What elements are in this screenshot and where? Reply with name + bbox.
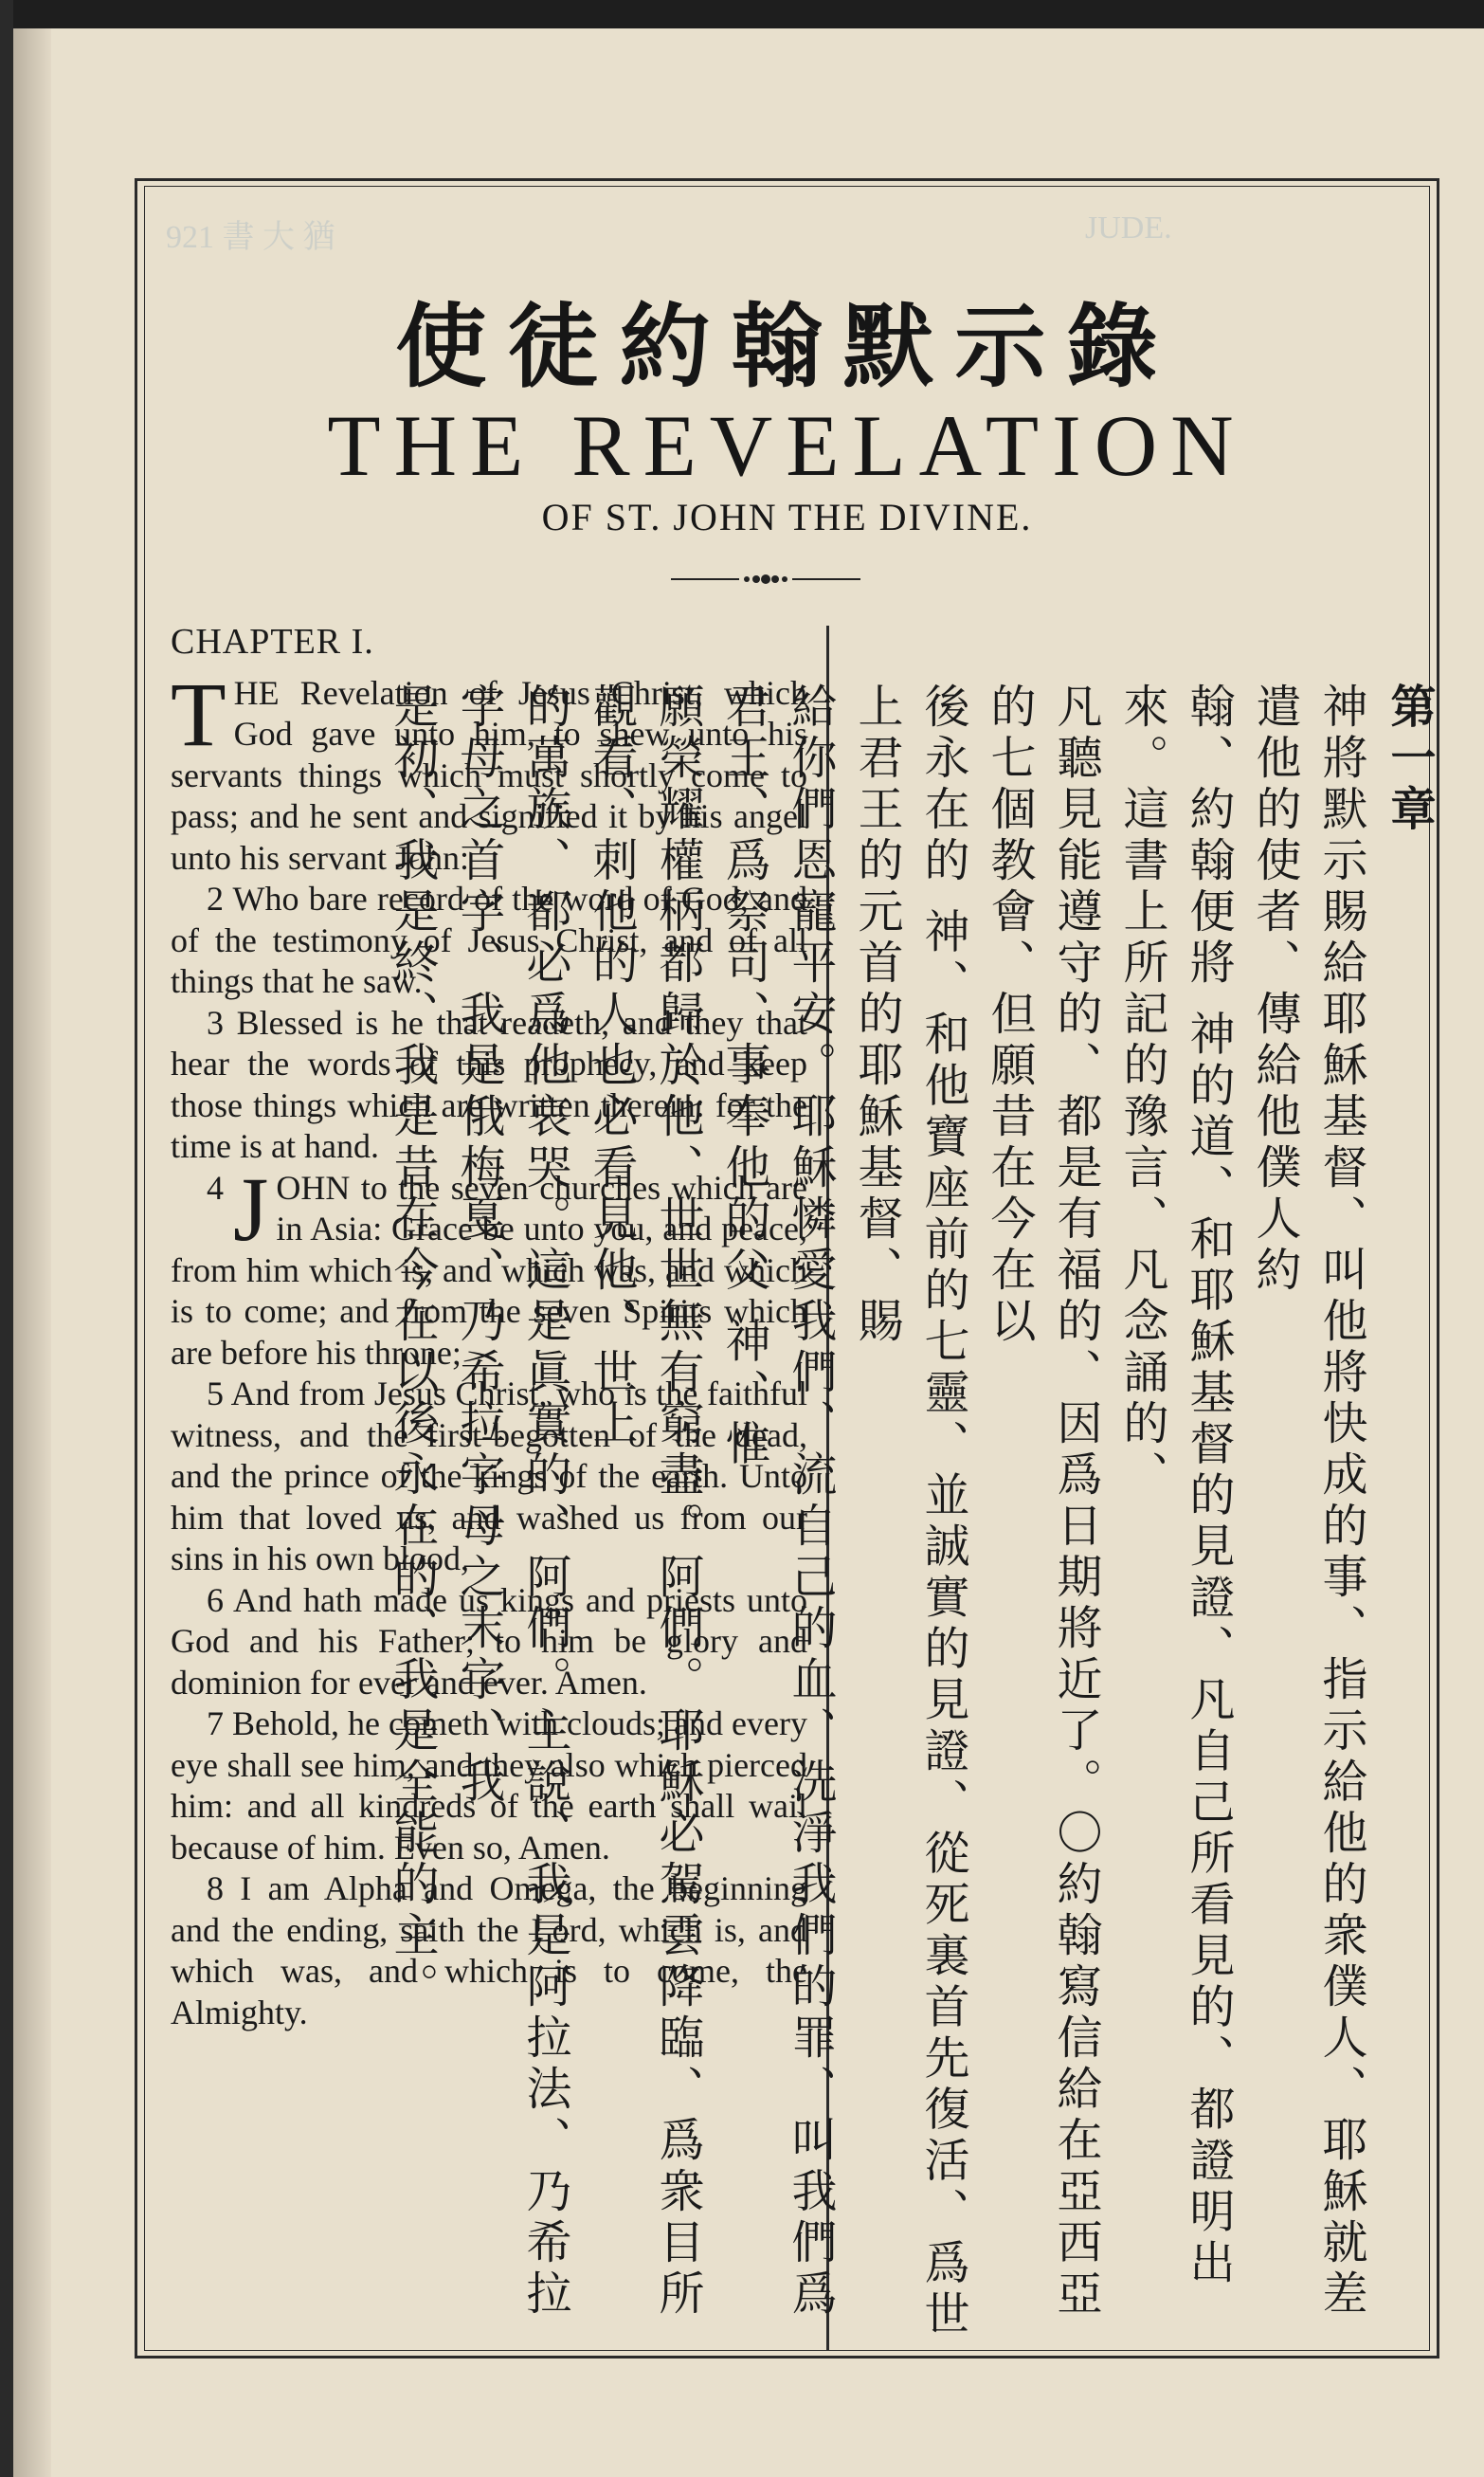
verse-6: 6 And hath made us kings and priests unto God and his Father; to him be glory and dominion for ever and ever. Amen. bbox=[171, 1580, 807, 1702]
bleed-through-header-left: 921 書 大 猶 bbox=[166, 220, 335, 255]
verse-5: 5 And from Jesus Christ, who is the faithful witness, and the first-begotten of the dead, and the prince of the kings of the earth. Unto him that loved us, and washed us from our sins in his own blood, bbox=[171, 1375, 807, 1577]
verse-2: 2 Who bare record of the word of God, and of the testimony of Jesus Christ, and of all things that he saw. bbox=[171, 880, 807, 1000]
page-gutter-shadow bbox=[13, 28, 51, 2477]
verse-4-number: 4 bbox=[207, 1168, 224, 1207]
subtitle: OF ST. JOHN THE DIVINE. bbox=[541, 496, 1033, 538]
ornament-divider bbox=[671, 565, 860, 593]
chinese-line: 給你們恩寵平安。耶穌憐愛我們、流自己的血、洗淨我們的罪、叫我們爲君王、爲祭司、事奉他的父 神、惟 bbox=[717, 683, 837, 2321]
chinese-line: 凡聽見能遵守的、都是有福的、因爲日期將近了。〇約翰寫信給在亞西亞的七個教會、但願昔在今在以 bbox=[983, 683, 1102, 2321]
title-english: THE REVELATION bbox=[327, 397, 1247, 494]
verse-7: 7 Behold, he cometh with clouds; and every eye shall see him, and they also which pierced him: and all kindreds of the earth shall wail because of him. Even so, Amen. bbox=[171, 1704, 807, 1867]
drop-cap: T bbox=[171, 663, 226, 765]
verse-4-text: OHN to the seven churches which are in Asia: Grace be unto you, and peace, from him which is, and which was, and which is to come; and from the seven Spirits which are before his throne; bbox=[171, 1168, 807, 1372]
title-chinese: 使徒約翰默示錄 bbox=[395, 294, 1179, 400]
chinese-line: 願榮耀權柄都歸於他、世世無有窮盡。阿們。耶穌必駕雲降臨、爲衆目所觀看、刺他的人也必看見他、世上 bbox=[585, 683, 704, 2321]
drop-cap: J bbox=[233, 1157, 269, 1260]
verse-1-text: HE Revelation of Jesus Christ, which God gave unto him, to shew unto his servants things which must shortly come to pass; and he sent and signified it by his angel unto his servant John: bbox=[171, 673, 807, 877]
book-binding-edge bbox=[0, 0, 13, 2477]
chinese-line: 翰、約翰便將 神的道、和耶穌基督的見證、凡自己所看見的、都證明出來。這書上所記的豫言、凡念誦的、 bbox=[1115, 683, 1235, 2290]
chinese-line: 神將默示賜給耶穌基督、叫他將快成的事、指示給他的衆僕人、耶穌就差遣他的使者、傳給他僕人約 bbox=[1248, 683, 1367, 2321]
chapter-heading-english: CHAPTER I. bbox=[171, 622, 374, 662]
chinese-line: 後永在的 神、和他寶座前的七靈、並誠實的見證、從死裏首先復活、爲世上君王的元首的耶穌基督、賜 bbox=[850, 683, 969, 2341]
bleed-through-header-right: JUDE. bbox=[1085, 210, 1172, 246]
chinese-line: 是初、我是終、我是昔在今在以後永在的、我是全能的主。 bbox=[386, 683, 439, 2013]
chapter-heading-chinese: 第一章 bbox=[1383, 683, 1436, 836]
chinese-line: 的萬族、都必爲他哀哭。這是眞實的、阿們。主說、我是阿拉法、乃希拉字母之首字、我是俄梅戛、乃希拉字母之末字、我 bbox=[452, 683, 571, 2321]
verse-3: 3 Blessed is he that readeth, and they that hear the words of this prophecy, and keep those things which are written therein: for the time is at hand. bbox=[171, 1003, 807, 1165]
verse-8: 8 I am Alpha and Omega, the beginning and the ending, saith the Lord, which is, and which was, and which is to come, the Almighty. bbox=[171, 1869, 807, 2031]
